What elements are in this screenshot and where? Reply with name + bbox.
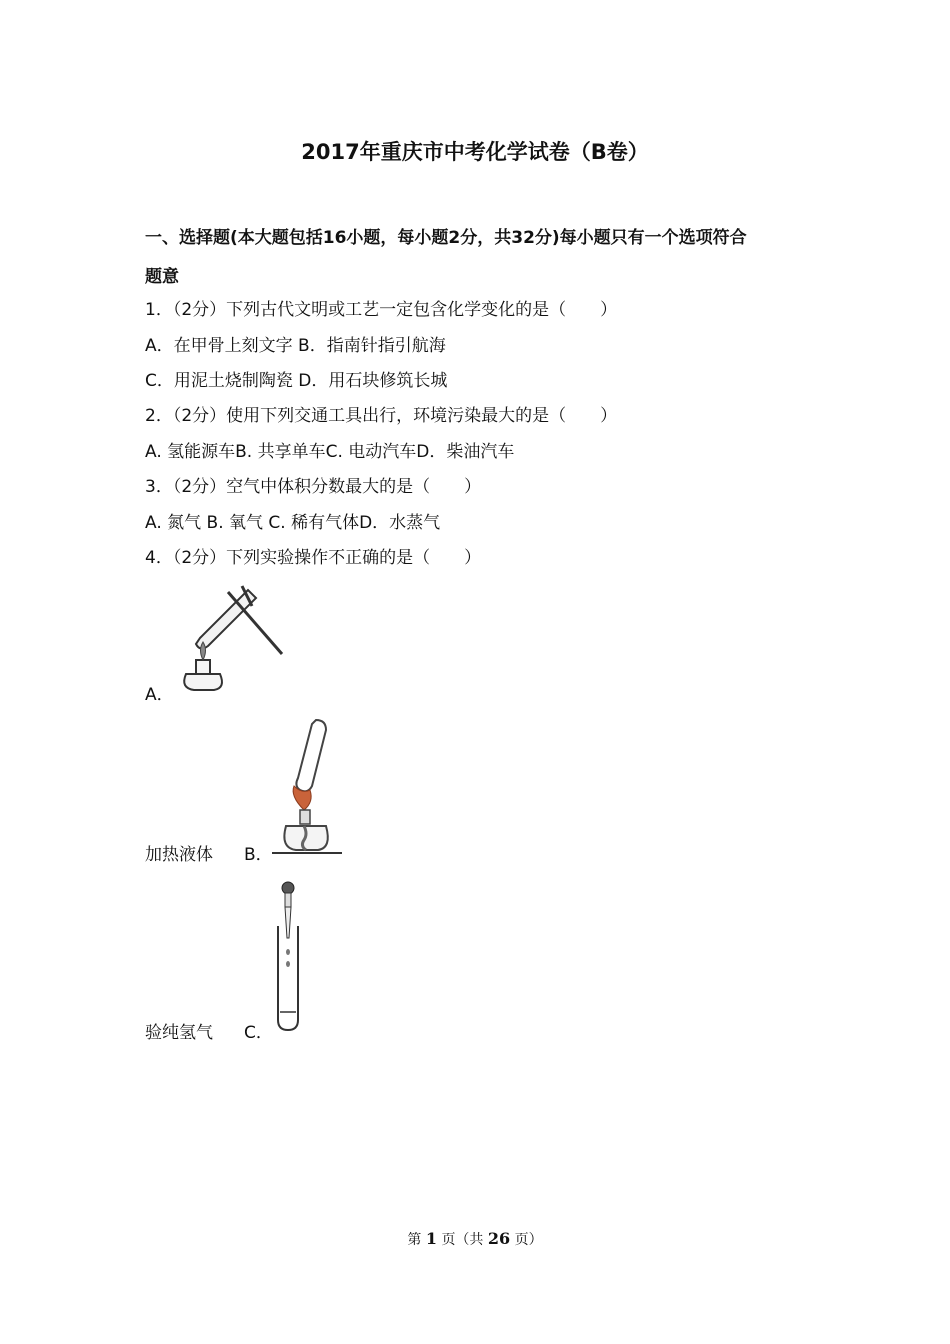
question-4-option-a-label: A． bbox=[145, 685, 174, 705]
question-2-options: A. 氢能源车B. 共享单车C. 电动汽车D．柴油汽车 bbox=[145, 442, 515, 462]
question-4-option-c-label: C． bbox=[244, 1023, 273, 1043]
section-heading-cont: 题意 bbox=[145, 267, 179, 287]
page-footer bbox=[0, 1229, 950, 1249]
question-1-stem: 1．（2分）下列古代文明或工艺一定包含化学变化的是（ ） bbox=[145, 300, 618, 320]
footer-total-pages: 26 bbox=[487, 1229, 511, 1248]
question-4-stem: 4．（2分）下列实验操作不正确的是（ ） bbox=[145, 548, 482, 568]
footer-suffix: 页） bbox=[514, 1232, 543, 1248]
page-title: 2017年重庆市中考化学试卷（B卷） bbox=[301, 140, 649, 164]
heating-liquid-figure bbox=[170, 578, 290, 694]
footer-middle: 页（共 bbox=[441, 1232, 484, 1248]
hydrogen-purity-figure bbox=[268, 716, 344, 856]
question-3-options: A. 氮气 B. 氧气 C. 稀有气体D．水蒸气 bbox=[145, 513, 441, 533]
question-4-option-b-label: B． bbox=[244, 845, 273, 865]
question-2-stem: 2．（2分）使用下列交通工具出行，环境污染最大的是（ ） bbox=[145, 406, 618, 426]
question-1-options: C．用泥土烧制陶瓷 D．用石块修筑长城 bbox=[145, 371, 448, 391]
question-4-option-a-caption: 加热液体 bbox=[145, 845, 213, 865]
section-heading: 一、选择题(本大题包括16小题，每小题2分，共32分)每小题只有一个选项符合 bbox=[145, 228, 747, 248]
dropper-figure bbox=[272, 880, 306, 1032]
footer-prefix: 第 bbox=[407, 1232, 422, 1248]
question-4-option-b-caption: 验纯氢气 bbox=[145, 1023, 213, 1043]
question-3-stem: 3．（2分）空气中体积分数最大的是（ ） bbox=[145, 477, 482, 497]
footer-page-number: 1 bbox=[425, 1229, 437, 1248]
question-1-options: A．在甲骨上刻文字 B．指南针指引航海 bbox=[145, 336, 446, 356]
